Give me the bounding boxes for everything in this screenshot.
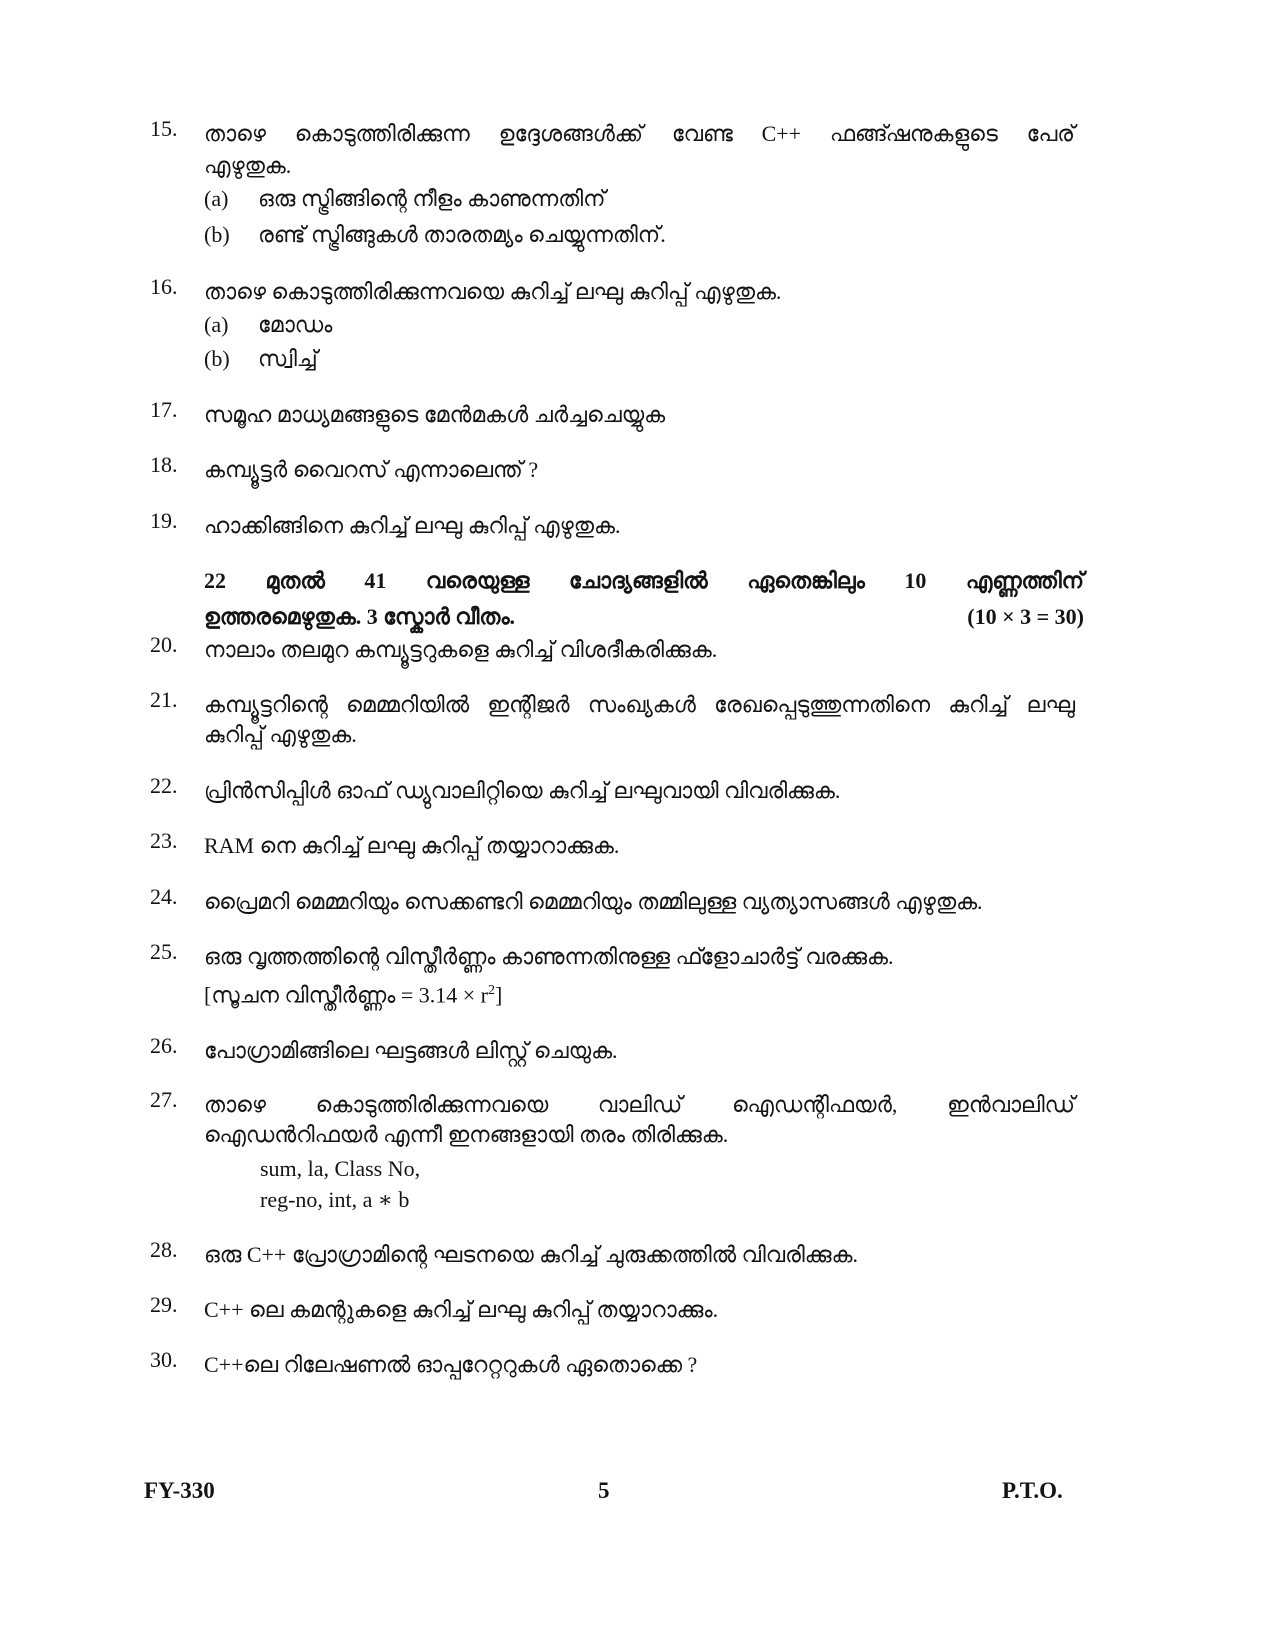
question-20 [150,632,1075,668]
question-number: 29. [150,1292,178,1317]
question-15 [150,116,1075,184]
question-16-option-b [204,346,318,372]
section-instruction-line2: ഉത്തരമെഴുതുക. 3 സ്കോർ വീതം. [204,604,516,629]
section-instruction-line1: 22 മുതൽ 41 വരെയുള്ള ചോദ്യങ്ങളിൽ ഏതെങ്കിലും 10 എണ്ണത്തിന് [204,568,1084,593]
question-number: 19. [150,508,178,533]
option-text: ഒരു സ്ട്രിങ്ങിന്റെ നീളം കാണുന്നതിന് [258,186,606,211]
question-text-continued: എഴുതുക. [204,153,292,178]
question-text: കമ്പ്യൂട്ടറിന്റെ മെമ്മറിയിൽ ഇന്റിജർ സംഖ്യകൾ രേഖപ്പെടുത്തുന്നതിനെ കുറിച്ച് ലഘു [204,692,1075,717]
paper-code: FY-330 [144,1478,215,1503]
question-text: പ്രിൻസിപ്പിൾ ഓഫ് ഡ്യുവാലിറ്റിയെ കുറിച്ച് ലഘുവായി വിവരിക്കുക. [204,778,841,803]
question-text: താഴെ കൊടുത്തിരിക്കുന്ന ഉദ്ദേശങ്ങൾക്ക് വേണ്ട C++ ഫങ്ങ്ഷനുകളുടെ പേര് [204,121,1075,146]
question-number: 27. [150,1087,178,1112]
question-number: 17. [150,397,178,422]
hint-exponent: 2 [487,983,495,998]
question-number: 20. [150,632,178,657]
question-22 [150,773,1075,809]
question-text: കമ്പ്യൂട്ടർ വൈറസ് എന്നാലെന്ത് ? [204,457,539,482]
section-instruction [204,563,1084,635]
question-number: 21. [150,687,178,712]
question-number: 15. [150,116,178,141]
question-27 [150,1087,1075,1153]
question-text: നാലാം തലമുറ കമ്പ്യൂട്ടറുകളെ കുറിച്ച് വിശദീകരിക്കുക. [204,637,718,662]
question-text: പോഗ്രാമിങ്ങിലെ ഘട്ടങ്ങൾ ലിസ്റ്റ് ചെയുക. [204,1038,618,1063]
question-number: 24. [150,884,178,909]
question-text: C++ ലെ കമന്റുകളെ കുറിച്ച് ലഘു കുറിപ്പ് തയ്യാറാക്കും. [204,1297,719,1322]
question-text: ഒരു C++ പ്രോഗ്രാമിന്റെ ഘടനയെ കുറിച്ച് ചുരുക്കത്തിൽ വിവരിക്കുക. [204,1242,858,1267]
question-text: താഴെ കൊടുത്തിരിക്കുന്നവയെ കുറിച്ച് ലഘു കുറിപ്പ് എഴുതുക. [204,279,782,304]
please-turn-over: P.T.O. [1002,1478,1063,1503]
question-number: 16. [150,274,178,299]
question-number: 25. [150,939,178,964]
question-text: താഴെ കൊടുത്തിരിക്കുന്നവയെ വാലിഡ് ഐഡന്റിഫയർ, ഇൻവാലിഡ് [204,1092,1075,1117]
question-text: ഒരു വൃത്തത്തിന്റെ വിസ്തീർണ്ണം കാണുന്നതിനുള്ള ഫ്ളോചാർട്ട് വരക്കുക. [204,944,894,969]
question-text: ഹാക്കിങ്ങിനെ കുറിച്ച് ലഘു കുറിപ്പ് എഴുതുക. [204,513,621,538]
identifier-list [260,1153,420,1215]
question-hint [204,973,1075,1013]
section-marks: (10 × 3 = 30) [967,604,1084,629]
question-29 [150,1292,1075,1328]
question-26 [150,1033,1075,1069]
question-21 [150,687,1075,753]
option-label: (a) [204,312,229,337]
question-text: RAM നെ കുറിച്ച് ലഘു കുറിപ്പ് തയ്യാറാക്കുക. [204,833,620,858]
option-label: (b) [204,222,230,247]
question-text-continued: ഐഡൻറിഫയർ എന്നീ ഇനങ്ങളായി തരം തിരിക്കുക. [204,1122,729,1147]
question-19 [150,508,1075,544]
question-text: സമൂഹ മാധ്യമങ്ങളുടെ മേൻമകൾ ചർച്ചചെയ്യുക [204,402,666,427]
option-text: സ്വിച്ച് [258,346,318,371]
question-18 [150,452,1075,488]
question-number: 28. [150,1237,178,1262]
option-label: (a) [204,186,229,211]
question-number: 18. [150,452,178,477]
page-number: 5 [598,1478,610,1503]
question-23 [150,828,1075,864]
question-25 [150,939,1075,1013]
identifier-line-2: reg-no, int, a ∗ b [260,1187,410,1212]
question-17 [150,397,1075,433]
question-text: പ്രൈമറി മെമ്മറിയും സെക്കണ്ടറി മെമ്മറിയും തമ്മിലുള്ള വ്യത്യാസങ്ങൾ എഴുതുക. [204,889,983,914]
question-text: C++ലെ റിലേഷണൽ ഓപ്പറേറ്ററുകൾ ഏതൊക്കെ ? [204,1352,698,1377]
question-number: 22. [150,773,178,798]
question-24 [150,884,1075,920]
question-16-option-a [204,312,332,338]
question-15-option-a [204,186,606,212]
option-label: (b) [204,346,230,371]
question-28 [150,1237,1075,1273]
hint-bracket: ] [494,982,503,1008]
question-16 [150,274,1075,310]
question-30 [150,1347,1075,1383]
question-number: 26. [150,1033,178,1058]
question-number: 23. [150,828,178,853]
option-text: മോഡം [258,312,333,337]
option-text: രണ്ട് സ്ട്രിങ്ങുകൾ താരതമ്യം ചെയ്യുന്നതിന്. [258,222,666,247]
identifier-line-1: sum, la, Class No, [260,1156,421,1181]
question-15-option-b [204,222,666,248]
hint-text: [സൂചന വിസ്തീർണ്ണം = 3.14 × r [204,982,488,1008]
question-number: 30. [150,1347,178,1372]
question-text-continued: കുറിപ്പ് എഴുതുക. [204,722,357,747]
